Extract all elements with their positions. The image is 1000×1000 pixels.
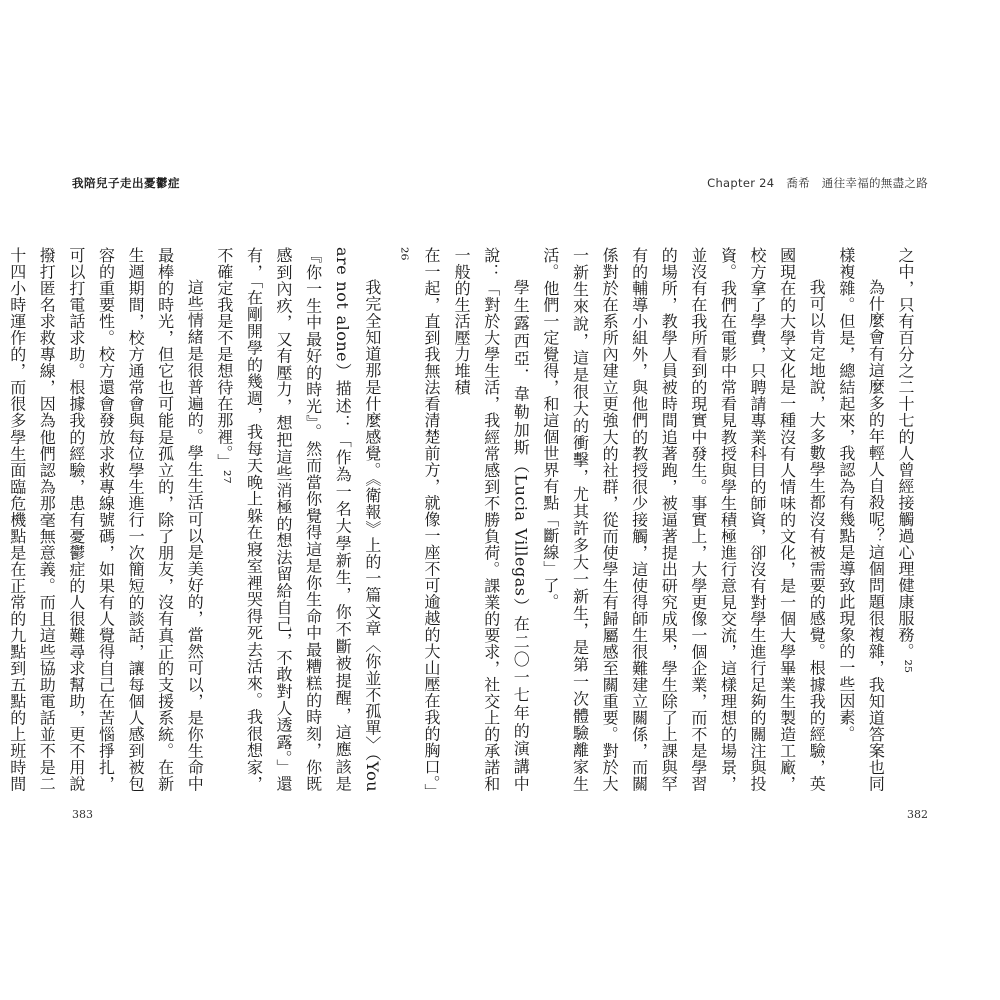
- page-number: 382: [907, 808, 928, 821]
- paragraph: 這些情緒是很普遍的。學生生活可以是美好的，當然可以，是你生命中最棒的時光，但它也可能是孤立的，除了朋友，沒有真正的支援系統。在新生週期間，校方通常會與每位學生進行一次簡短的談話，讓每個人感到被包容的重要性。校方還會發放求救專線號碼，如果有人覺得自己在苦惱掙扎，可以打電話求助。根據我的經驗，患有憂鬱症的人很難尋求幫助，更不用說撥打匿名求救專線，因為他們認為那毫無意義。而且這些協助電話並不是二十四小時運作的，而很多學生面臨危機點是在正常的九點到五點的上班時間: [7, 247, 205, 792]
- paragraph: 之中，只有百分之二十七的人曾經接觸過心理健康服務。²⁵: [896, 247, 915, 674]
- right-page-body: [452, 247, 920, 792]
- page-number: 383: [72, 808, 93, 821]
- left-page-body: [7, 247, 446, 792]
- paragraph: 為什麼會有這麼多的年輕人自殺呢？這個問題很複雜，我知道答案也同樣複雜。但是，總結起來，我認為有幾點是導致此現象的一些因素。: [836, 247, 886, 792]
- chapter-title: 喬希 通往幸福的無盡之路: [786, 176, 928, 190]
- paragraph: 我完全知道那是什麼感覺。《衛報》上的一篇文章〈你並不孤單〉（You are not alone）描述：「作為一名大學新生，你不斷被提醒，這應該是『你一生中最好的時光』。然而當你覺得這是你生命中最糟糕的時刻，你既感到內疚，又有壓力，想把這些消極的想法留給自己，不敢對人透露。」還有，「在剛開學的幾週，我每天晚上躲在寢室裡哭得死去活來。我很想家，不確定我是不是想待在那裡。」²⁷: [214, 247, 382, 792]
- running-header-chapter: [707, 175, 928, 191]
- chapter-label: Chapter 24: [707, 176, 775, 190]
- running-header-book-title: 我陪兒子走出憂鬱症: [72, 176, 180, 190]
- paragraph: 在一起，直到我無法看清楚前方，就像一座不可逾越的大山壓在我的胸口。」²⁶: [392, 247, 441, 792]
- paragraph: 我可以肯定地說，大多數學生都沒有被需要的感覺。根據我的經驗，英國現在的大學文化是一種沒有人情味的文化，是一個大學畢業生製造工廠，校方拿了學費，只聘請專業科目的師資，卻沒有對學生進行足夠的關注與投資。我們在電影中常看見教授與學生積極進行意見交流，這樣理想的場景，並沒有在我所看到的現實中發生。事實上，大學更像一個企業，而不是學習的場所，教學人員被時間追著跑，被逼著提出研究成果，學生除了上課與罕有的輔導小組外，與他們的教授很少接觸，這使得師生很難建立關係，而關係對於在系所內建立更強大的社群，從而使學生有歸屬感至關重要。對於大一新生來說，這是很大的衝擊，尤其許多大一新生，是第一次體驗離家生活。他們一定覺得，和這個世界有點「斷線」了。: [540, 247, 827, 792]
- paragraph: 學生露西亞．韋勒加斯（Lucia Villegas）在二〇一七年的演講中說：「對於大學生活，我經常感到不勝負荷。課業的要求，社交上的承諾和一般的生活壓力堆積: [452, 247, 531, 792]
- right-page: [452, 0, 1000, 1000]
